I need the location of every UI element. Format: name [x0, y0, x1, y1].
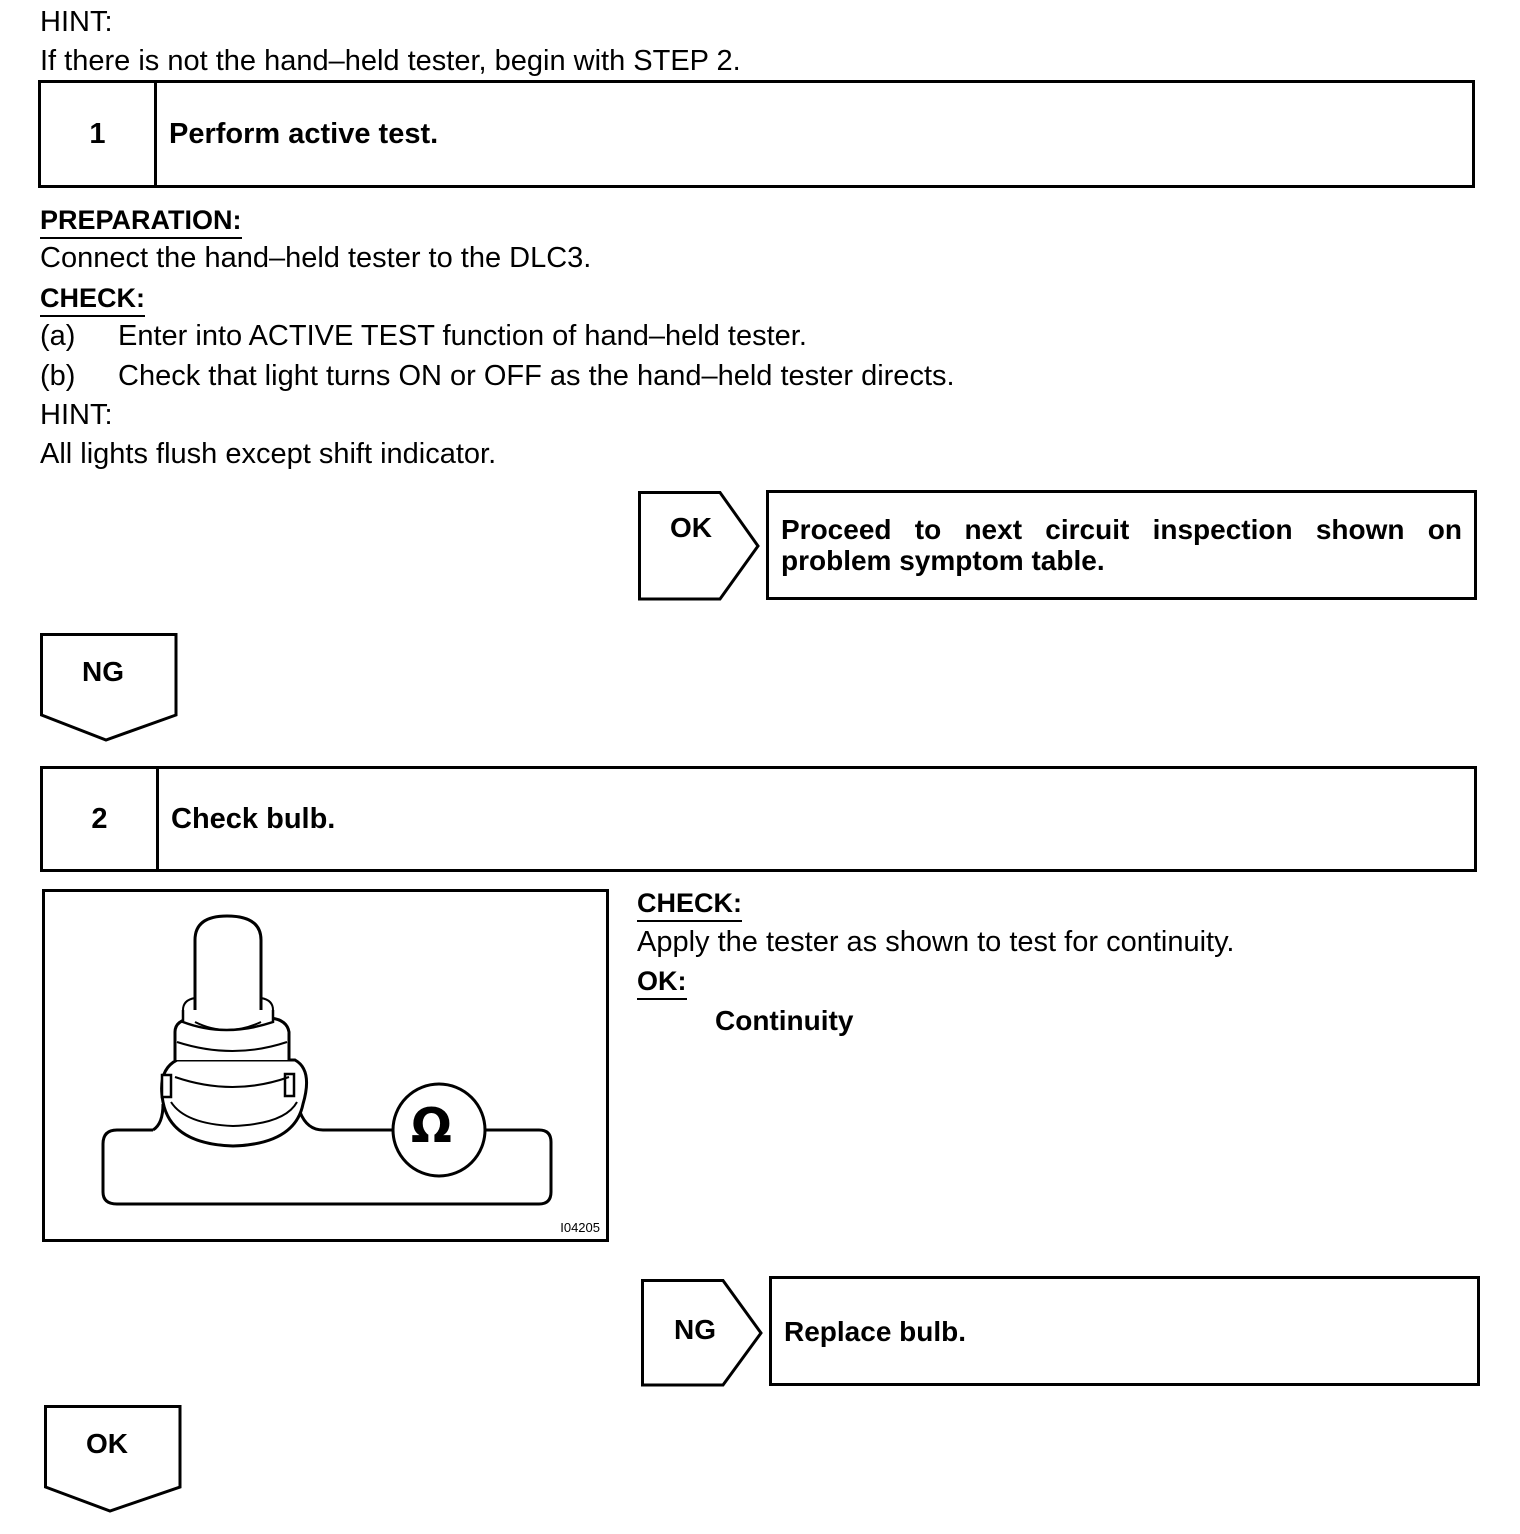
- step-1-hint-text: All lights flush except shift indicator.: [40, 438, 497, 470]
- step-2-check-label: CHECK:: [637, 886, 742, 922]
- step-2-header: [40, 766, 1477, 872]
- step-1-preparation-label: PREPARATION:: [40, 203, 242, 239]
- figure-id: I04205: [560, 1220, 600, 1235]
- step-1-title: Perform active test.: [169, 117, 439, 150]
- check-item-a-marker: (a): [40, 320, 76, 352]
- step-2-ok-spec-label: OK:: [637, 964, 687, 1000]
- step-2-number: 2: [43, 769, 159, 869]
- step-1-ng-label: NG: [82, 656, 124, 687]
- step-1-ok-label: OK: [670, 512, 712, 543]
- bulb-illustration: [45, 892, 606, 1239]
- ng-down-arrow-icon: [40, 633, 180, 743]
- step-2-ng-result-text: Replace bulb.: [784, 1315, 967, 1347]
- intro-hint-text: If there is not the hand–held tester, begin with STEP 2.: [40, 45, 741, 77]
- ohm-symbol: Ω: [411, 1098, 452, 1154]
- step-1-ok-result: [766, 490, 1477, 600]
- check-item-b-marker: (b): [40, 360, 76, 392]
- check-item-b-text: Check that light turns ON or OFF as the hand–held tester directs.: [118, 360, 955, 392]
- step-1-preparation-text: Connect the hand–held tester to the DLC3.: [40, 242, 592, 274]
- ok-down-arrow-icon: [44, 1405, 184, 1515]
- step-2-ng-result: [769, 1276, 1480, 1386]
- step-1-check-label: CHECK:: [40, 281, 145, 317]
- bulb-continuity-figure: [42, 889, 609, 1242]
- step-2-title: Check bulb.: [171, 802, 336, 835]
- check-item-a-text: Enter into ACTIVE TEST function of hand–held tester.: [118, 320, 807, 352]
- step-1-number: 1: [41, 83, 157, 185]
- step-1-ok-result-text: Proceed to next circuit inspection shown on problem symptom table.: [781, 514, 1462, 576]
- step-2-check-text: Apply the tester as shown to test for continuity.: [637, 926, 1235, 958]
- step-2-ng-label: NG: [674, 1314, 716, 1345]
- step-1-header: [38, 80, 1475, 188]
- step-1-hint-label: HINT:: [40, 399, 113, 431]
- step-2-ok-label: OK: [86, 1428, 128, 1459]
- ok-right-arrow-icon: [638, 491, 762, 603]
- intro-hint-label: HINT:: [40, 6, 113, 38]
- step-2-ok-spec: Continuity: [715, 1005, 854, 1036]
